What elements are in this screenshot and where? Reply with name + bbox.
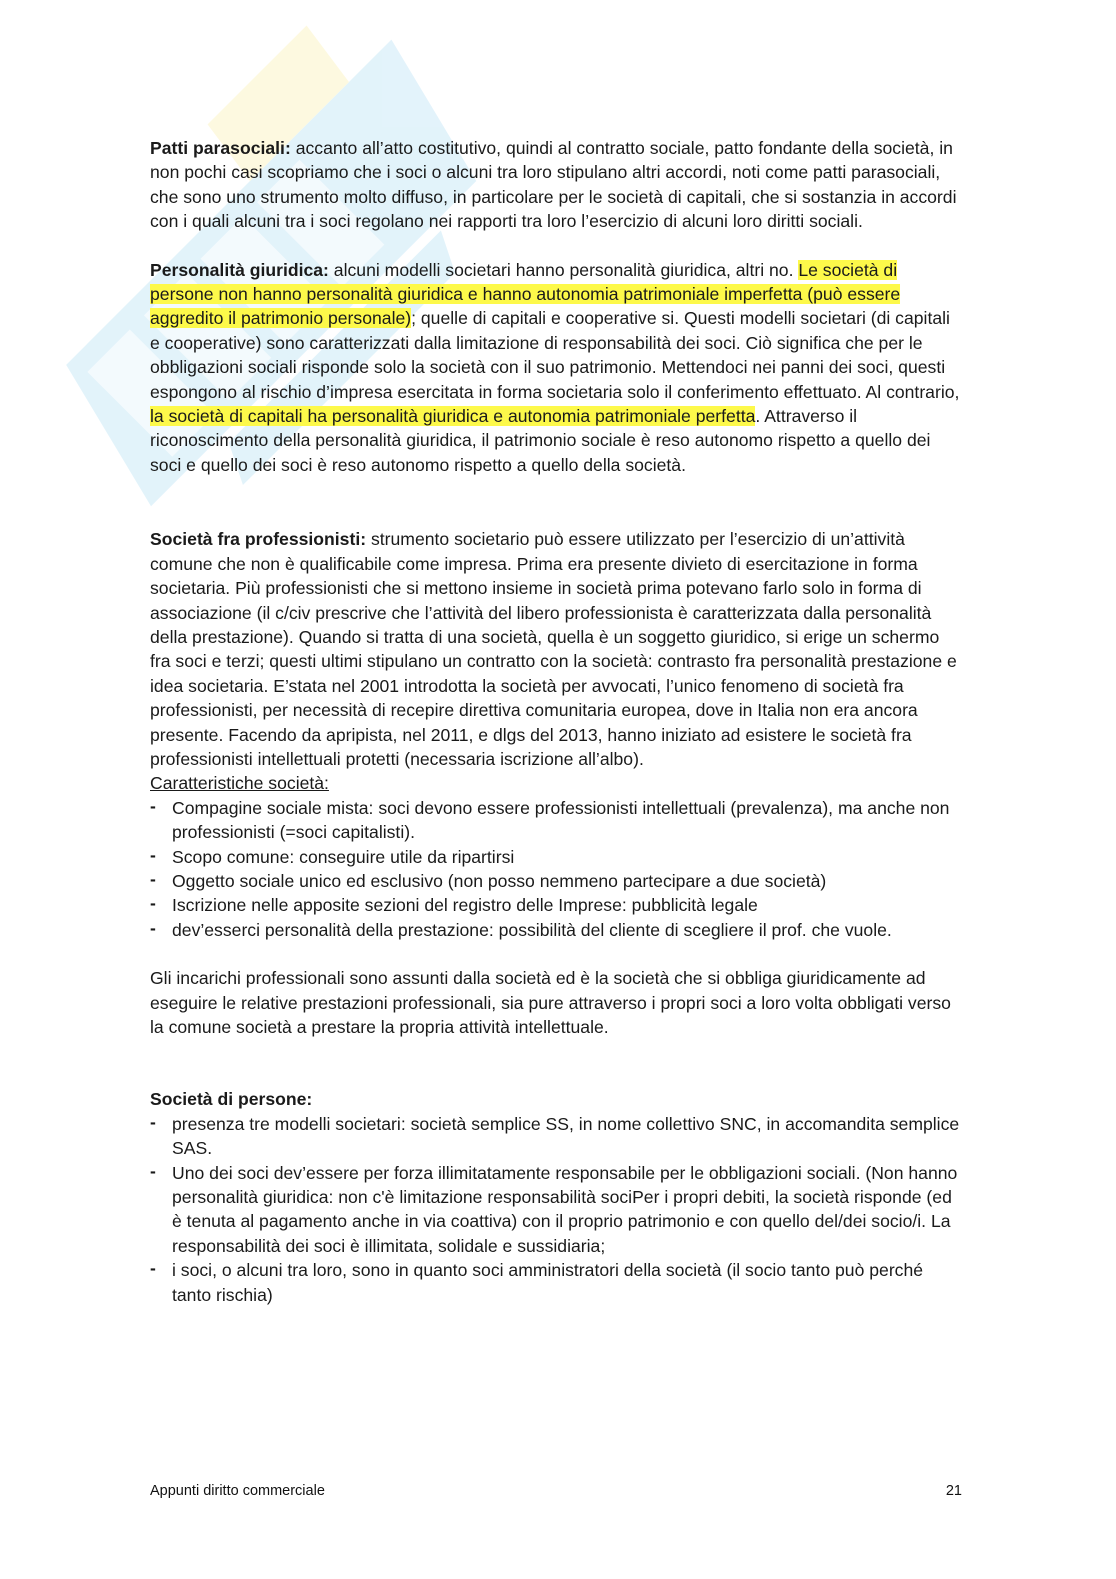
- list-item: - Uno dei soci dev’essere per forza illimitatamente responsabile per le obbligazioni sociali. (Non hanno personalità giuridica: non c'è limitazione responsabilità sociPer i propri debiti, la società risponde (ed è tenuta al pagamento anche in via coattiva) con il proprio patrimonio e con quello del/dei socio/i. La responsabilità dei soci è illimitata, solidale e sussidiaria;: [150, 1161, 962, 1259]
- paragraph-text: accanto all’atto costitutivo, quindi al contratto sociale, patto fondante della società, in non pochi casi scopriamo che i soci o alcuni tra loro stipulano altri accordi, noti come patti parasociali, che sono uno strumento molto diffuso, in particolare per le società di capitali, che si sostanzia in accordi con i quali alcuni tra i soci regolano nei rapporti tra loro l’esercizio di alcuni loro diritti sociali.: [150, 138, 957, 232]
- spacer: [150, 234, 962, 258]
- subheading-caratteristiche: Caratteristiche società:: [150, 773, 329, 794]
- paragraph-professionisti: [150, 527, 962, 771]
- list-item: - Compagine sociale mista: soci devono essere professionisti intellettuali (prevalenza), ma anche non professionisti (=soci capitalisti).: [150, 796, 962, 845]
- page-body: [150, 136, 962, 1307]
- list-item: - Oggetto sociale unico ed esclusivo (non posso nemmeno partecipare a due società): [150, 869, 962, 893]
- page-number: 21: [945, 1483, 962, 1499]
- paragraph-patti: [150, 136, 962, 234]
- section-societa-professionisti: [150, 527, 962, 1039]
- spacer: [150, 942, 962, 966]
- list-item: - i soci, o alcuni tra loro, sono in quanto soci amministratori della società (il socio tanto può perché tanto rischia): [150, 1258, 962, 1307]
- paragraph-incarichi: Gli incarichi professionali sono assunti dalla società ed è la società che si obbliga giuridicamente ad eseguire le relative prestazioni professionali, sia pure attraverso i propri soci a loro volta obbligati verso la comune società a prestare la propria attività intellettuale.: [150, 968, 951, 1037]
- paragraph-text: strumento societario può essere utilizzato per l’esercizio di un’attività comune che non è qualificabile come impresa. Prima era presente divieto di esercitazione in forma societaria. Più professionisti che si mettono insieme in società prima potevano farlo solo in forma di associazione (il c/civ prescrive che l’attività del libero professionista è caratterizzata dalla personalità della prestazione). Quando si tratta di una società, quella è un soggetto giuridico, si erige un schermo fra soci e terzi; questi ultimi stipulano un contratto con la società: contrasto fra personalità prestazione e idea societaria. E’stata nel 2001 introdotta la società per avvocati, l’unico fenomeno di società fra professionisti, per necessità di recepire direttiva comunitaria europea, dove in Italia non era ancora presente. Facendo da apripista, nel 2011, e dlgs del 2013, hanno iniziato ad esistere le società fra professionisti intellettuali protetti (necessaria iscrizione all’albo).: [150, 529, 957, 769]
- section-heading: Patti parasociali:: [150, 138, 291, 158]
- section-societa-persone: [150, 1087, 962, 1307]
- list-item: - dev’esserci personalità della prestazione: possibilità del cliente di scegliere il prof. che vuole.: [150, 918, 962, 942]
- section-heading: Personalità giuridica:: [150, 259, 329, 280]
- section-personalita-giuridica: [150, 258, 962, 478]
- highlighted-text: Le società di persone non hanno personalità giuridica e hanno autonomia patrimoniale imperfetta (può essere aggredito il patrimonio personale): [150, 259, 901, 329]
- section-patti-parasociali: [150, 136, 962, 234]
- section-heading: Società fra professionisti:: [150, 529, 367, 550]
- paragraph-text: ; quelle di capitali e cooperative si. Questi modelli societari (di capitali e cooperative) sono caratterizzati dalla limitazione di responsabilità dei soci. Ciò significa che per le obbligazioni sociali risponde solo la società con il suo patrimonio. Mettendoci nei panni dei soci, questi espongono al rischio d’impresa esercitata in forma societaria solo il conferimento effettuato. Al contrario,: [150, 308, 960, 402]
- spacer: [150, 1039, 962, 1087]
- list-item: - Iscrizione nelle apposite sezioni del registro delle Imprese: pubblicità legale: [150, 893, 962, 917]
- paragraph-text: alcuni modelli societari hanno personalità giuridica, altri no.: [328, 259, 799, 280]
- footer-title: Appunti diritto commerciale: [150, 1483, 325, 1499]
- paragraph-personalita: [150, 258, 962, 478]
- paragraph-text: . Attraverso il riconoscimento della personalità giuridica, il patrimonio sociale è reso autonomo rispetto a quello dei soci e quello dei soci è reso autonomo rispetto a quello della società.: [150, 406, 931, 475]
- list-caratteristiche: [150, 796, 962, 942]
- list-societa-persone: [150, 1112, 962, 1307]
- list-item: - presenza tre modelli societari: società semplice SS, in nome collettivo SNC, in accomandita semplice SAS.: [150, 1112, 962, 1161]
- section-heading: Società di persone:: [150, 1089, 313, 1110]
- spacer: [150, 477, 962, 527]
- highlighted-text: la società di capitali ha personalità giuridica e autonomia patrimoniale perfetta: [150, 406, 756, 427]
- list-item: - Scopo comune: conseguire utile da ripartirsi: [150, 845, 962, 869]
